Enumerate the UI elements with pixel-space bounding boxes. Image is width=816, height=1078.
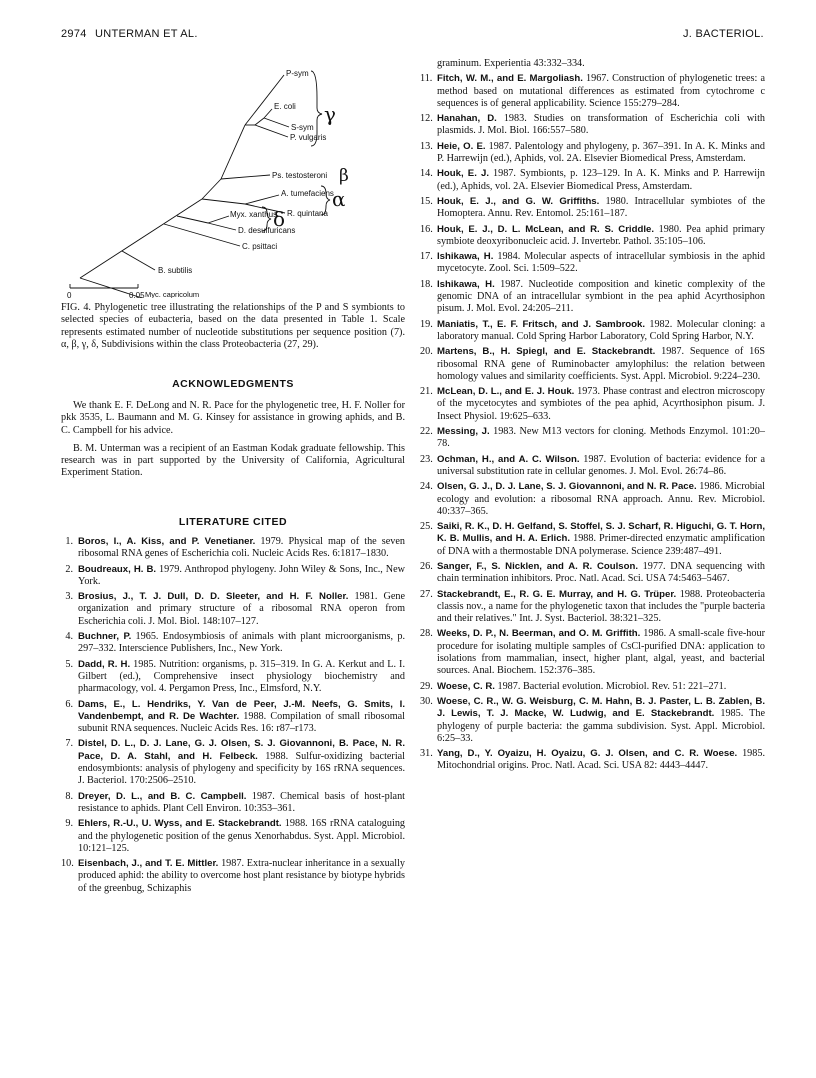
reference-number: 8. [65,790,73,802]
reference-text: 1965. Endosymbiosis of animals with plant microorganisms, p. 297–332. Interscience Publishers, Inc., New York. [78,631,405,655]
branch-d-desulfuricans [208,223,236,230]
reference-entry [420,748,765,773]
reference-authors: Woese, C. R., W. G. Weisburg, C. M. Hahn, B. J. Paster, L. B. Zablen, B. J. Lewis, T. J. Macke, W. Ludwig, and E. Stackebrandt. [437,695,765,720]
reference-authors: Martens, B., H. Spiegl, and E. Stackebrandt. [437,346,656,358]
reference-authors: Weeks, D. P., N. Beerman, and O. M. Griffith. [437,628,641,640]
reference-authors: Boudreaux, H. B. [78,563,157,575]
reference-entry [420,113,765,138]
reference-authors: Brosius, J., T. J. Dull, D. D. Sleeter, and H. F. Noller. [78,591,349,603]
reference-text: 1979. Physical map of the seven ribosomal RNA genes of Escherichia coli. Nucleic Acids Res. 6:1817–1830. [78,536,405,560]
reference-authors: McLean, D. L., and E. J. Houk. [437,386,575,398]
reference-number: 19. [420,318,433,330]
reference-number: 28. [420,628,433,640]
reference-number: 27. [420,588,433,600]
reference-text: 1973. Phase contrast and electron microscopy of the mycetocytes and symbiotes of the pea aphid, Acyrthosiphon pisum. J. Insect Physiol. 19:625–633. [437,386,766,422]
reference-text: 1988. Compilation of small ribosomal subunit RNA sequences. Nucleic Acids Res. 16: r87–r173. [78,710,405,735]
reference-entry [61,536,405,561]
literature-cited-heading: LITERATURE CITED [178,516,288,528]
reference-authors: Dams, E., L. Hendriks, Y. Van de Peer, J.-M. Neefs, G. Smits, I. Vandenbempt, and R. De Wachter. [78,698,405,722]
reference-entry [420,561,765,586]
reference-authors: Heie, O. E. [437,140,486,152]
reference-entry [420,251,765,276]
reference-entry [61,699,405,736]
taxon-label: Myx. xanthus [230,210,278,219]
reference-entry [420,696,765,745]
reference-text: 1985. Mitochondrial origins. Proc. Natl. Acad. Sci. USA 82: 4443–4447. [437,748,765,772]
reference-number: 9. [65,818,73,830]
alpha-label: α [332,187,346,211]
reference-text: 1987. Sequence of 16S ribosomal RNA gene of Ruminobacter amylophilus: the relation between homology values and similarity coefficients. Syst. Appl. Microbiol. 9:224–230. [437,346,765,382]
reference-text: 1977. DNA sequencing with chain termination inhibitors. Proc. Natl. Acad. Sci. USA 74:5463–5467. [437,560,765,585]
reference-text: 1987. Symbionts, p. 123–129. In A. K. Minks and P. Harrewijn (ed.), Aphids, vol. 2A. Elsevier Biomedical Press, Amsterdam. [437,168,766,192]
taxon-label: P-sym [286,69,309,78]
reference-entry [420,681,765,693]
reference-number: 26. [420,560,433,572]
reference-authors: Dadd, R. H. [78,658,131,670]
reference-text: 1986. A small-scale five-hour procedure for isolating multiple samples of CsCl-purified DNA: application to isolations from mammalian, insect, higher plant, algal, yeast, and bacterial sources. Anal. Biochem. 152:376–385. [437,628,765,677]
reference-authors: Yang, D., Y. Oyaizu, H. Oyaizu, G. J. Olsen, and C. R. Woese. [437,748,738,760]
reference-authors: Ehlers, R.-U., U. Wyss, and E. Stackebrandt. [78,818,282,830]
reference-text: 1980. Pea aphid primary symbiote deoxyribonucleic acid. J. Invertebr. Pathol. 35:105–106. [437,223,765,247]
branch-e-coli [264,109,272,118]
branch-a-tumefaciens [245,195,279,204]
reference-entry [61,791,405,816]
branch-delta [177,216,208,223]
reference-entry [61,564,405,589]
reference-number: 4. [65,631,73,643]
reference-text: 1987. Nucleotide composition and kinetic complexity of the genomic DNA of an intracellular symbiont in the pea aphid Acyrthosiphon pisum. J. Mol. Evol. 24:205–211. [437,278,766,315]
taxon-label: S-sym [291,123,314,132]
reference-text: 1981. Gene organization and primary structure of a ribosomal RNA operon from Escherichia coli. J. Mol. Biol. 148:107–127. [78,591,405,627]
reference-entry [420,426,765,451]
reference-entry [420,168,765,193]
reference-text: 1985. Nutrition: organisms, p. 315–319. In G. A. Kerkut and L. I. Gilbert (ed.), Comprehensive insect physiology biochemistry and pharmacology, vol. 4. Pergamon Press, Inc., Elmsford, N.Y. [78,658,405,695]
reference-authors: Woese, C. R. [437,680,495,692]
references-left-column [61,536,405,898]
reference-authors: Olsen, G. J., D. J. Lane, S. J. Giovannoni, and N. R. Pace. [437,481,697,493]
reference-text: 1980. Intracellular symbiotes of the Homoptera. Annu. Rev. Entomol. 25:161–187. [437,195,765,220]
reference-entry [420,481,765,518]
reference-authors: Messing, J. [437,426,490,438]
reference-text: 1987. Evolution of bacteria: evidence for a universal substitution rate in cellular genomes. J. Mol. Evol. 26:74–86. [437,453,765,477]
reference-text: 1986. Microbial ecology and evolution: a ribosomal RNA approach. Annu. Rev. Microbiol. 40:337–365. [437,481,765,517]
branch-b-subtilis [122,251,155,270]
reference-number: 25. [420,521,433,533]
branch-beta [221,175,270,179]
reference-number: 12. [420,113,433,125]
reference-text: 1987. Extra-nuclear inheritance in a sexually produced aphid: the ability to overcome host plant resistance by biotype hybrids of the greenbug, Schizaphis [78,858,405,894]
taxon-label: Ps. testosteroni [272,171,328,180]
reference-number: 13. [420,140,433,152]
reference-number: 14. [420,168,433,180]
reference-number: 11. [420,73,433,85]
reference-entry [61,631,405,656]
reference-authors: Houk, E. J. [437,168,489,180]
reference-authors: Sanger, F., S. Nicklen, and A. R. Coulson. [437,560,638,572]
reference-authors: Saiki, R. K., D. H. Gelfand, S. Stoffel, S. J. Scharf, R. Higuchi, G. T. Horn, K. B. Mullis, and H. A. Erlich. [437,521,765,545]
acknowledgments-paragraph: B. M. Unterman was a recipient of an Eastman Kodak graduate fellowship. This research was in part supported by the University of California, Agricultural Experiment Station. [61,442,405,479]
reference-number: 23. [420,453,433,465]
taxon-label: R. quintana [287,209,328,218]
reference-number: 31. [420,748,433,760]
reference-number: 7. [65,738,73,750]
reference-authors: Ishikawa, H. [437,278,495,290]
running-head-authors: UNTERMAN ET AL. [95,28,198,40]
reference-number: 16. [420,223,433,235]
reference-number: 15. [420,195,433,207]
reference-authors: Dreyer, D. L., and B. C. Campbell. [78,790,247,802]
branch-gamma [221,125,245,179]
reference-authors: Ishikawa, H. [437,251,494,263]
taxon-label: E. coli [274,102,296,111]
taxon-label: D. desulfuricans [238,226,296,235]
branch-alpha [202,199,245,204]
reference-entry [420,224,765,249]
reference-text: 1988. Sulfur-oxidizing bacterial endosymbionts: analysis of phylogeny and specificity by 16S rRNA sequences. J. Bacteriol. 170:2506–2510. [78,750,405,787]
gamma-label: γ [324,102,336,126]
reference-text: 1987. Bacterial evolution. Microbiol. Rev. 51: 221–271. [494,680,727,692]
running-head-journal: J. BACTERIOL. [683,28,764,40]
reference-text: 1983. New M13 vectors for cloning. Methods Enzymol. 101:20–78. [437,426,765,450]
reference-entry [420,279,765,316]
reference-text: 1967. Construction of phylogenetic trees: a method based on mutational differences as estimated from cytochrome c sequences is of general applicability. Science 155:279–284. [437,73,765,109]
reference-text: 1985. The phylogeny of purple bacteria: the gamma subdivision. Syst. Appl. Microbiol. 6:25–33. [437,708,765,744]
reference-entry [61,659,405,696]
reference-entry [420,628,765,677]
reference-entry [420,589,765,626]
taxon-label: Myc. capricolum [145,290,200,298]
reference-authors: Maniatis, T., E. F. Fritsch, and J. Sambrook. [437,318,646,330]
scale-label-zero: 0 [67,291,72,298]
reference-text: 1979. Anthropod phylogeny. John Wiley & Sons, Inc., New York. [78,563,405,587]
reference-entry [420,196,765,221]
branch-s-sym [264,118,289,127]
reference-entry [61,591,405,628]
reference-number: 17. [420,251,433,263]
reference-number: 21. [420,386,433,398]
reference-entry [420,454,765,479]
reference-entry [61,858,405,895]
branch-ecoli-ssym [255,118,264,125]
acknowledgments-paragraph: We thank E. F. DeLong and N. R. Pace for the phylogenetic tree, H. F. Noller for pkk 3535, L. Baumann and M. G. Kinsey for assistance in growing aphids, and B. C. Campbell for his advice. [61,400,405,436]
reference-text: 1983. Studies on transformation of Escherichia coli with plasmids. J. Mol. Biol. 166:557–580. [437,113,765,137]
scale-label-005: 0.05 [129,291,145,298]
taxon-label: C. psittaci [242,242,278,251]
reference-entry [420,521,765,558]
reference-authors: Stackebrandt, E., R. G. E. Murray, and H. G. Trüper. [437,588,677,600]
reference-entry [420,386,765,423]
taxon-label: P. vulgaris [290,133,327,142]
reference-authors: Buchner, P. [78,631,132,643]
figure-caption: FIG. 4. Phylogenetic tree illustrating the relationships of the P and S symbionts to selected species of eubacteria, based on the data presented in Table 1. Scale represents estimated number of nucleotide substitutions per sequence position (7). α, β, γ, δ, Subdivisions within the class Proteobacteria (27, 29). [61,302,405,350]
branch-c-psittaci [164,224,240,246]
branch-proteo-core [202,179,221,199]
references-right-column [420,58,765,776]
reference-authors: Boros, I., A. Kiss, and P. Venetianer. [78,536,256,547]
reference-number: 20. [420,346,433,358]
branch-myx-xanthus [208,216,229,223]
acknowledgments-body [61,400,405,480]
reference-text: 1982. Molecular cloning: a laboratory manual. Cold Spring Harbor Laboratory, Cold Spring Harbor, N.Y. [437,318,765,342]
reference-entry [61,818,405,855]
reference-authors: Ochman, H., and A. C. Wilson. [437,453,580,465]
reference-entry [61,738,405,787]
reference-number: 22. [420,426,433,438]
reference-number: 2. [65,563,73,575]
reference-authors: Distel, D. L., D. J. Lane, G. J. Olsen, S. J. Giovannoni, B. Pace, N. R. Pace, D. A. Stahl, and H. Felbeck. [78,738,405,762]
reference-authors: Houk, E. J., and G. W. Griffiths. [437,195,600,207]
reference-number: 1. [65,536,73,547]
reference-number: 24. [420,481,433,493]
reference-number: 30. [420,695,433,707]
branch-p-vulgaris [255,125,288,137]
page-number: 2974 [61,28,87,40]
reference-continuation: graminum. Experientia 43:332–334. [437,58,585,69]
reference-entry [420,73,765,110]
reference-number: 6. [65,698,73,710]
reference-number: 10. [61,858,74,870]
delta-label: δ [273,207,286,231]
reference-entry [420,346,765,383]
phylogenetic-tree-figure [52,58,402,298]
reference-authors: Fitch, W. M., and E. Margoliash. [437,73,583,85]
reference-number: 18. [420,278,433,290]
reference-entry [420,319,765,344]
reference-number: 5. [65,658,73,670]
acknowledgments-heading: ACKNOWLEDGMENTS [172,378,294,390]
reference-authors: Houk, E. J., D. L. McLean, and R. S. Criddle. [437,223,654,235]
reference-authors: Hanahan, D. [437,113,497,125]
reference-text: 1984. Molecular aspects of intracellular symbiosis in the aphid mycetocyte. Zool. Sci. 1:509–522. [437,251,765,275]
taxon-label: B. subtilis [158,266,193,275]
reference-entry [420,141,765,166]
reference-text: 1987. Palentology and phylogeny, p. 367–391. In A. K. Minks and P. Harrewijn (ed.), Aphids, vol. 2A. Elsevier Biomedical Press, Amsterdam. [437,140,765,165]
reference-text: 1988. Primer-directed enzymatic amplification of DNA with a thermostable DNA polymerase. Science 239:487–491. [437,533,765,557]
reference-text: 1988. 16S rRNA cataloguing and the phylogenetic position of the genus Xenorhabdus. Syst. Appl. Microbiol. 10:121–125. [78,818,406,854]
reference-text: 1987. Chemical basis of host-plant resistance to aphids. Plant Cell Environ. 10:353–361. [78,790,405,814]
beta-label: β [339,166,349,186]
reference-text: 1988. Proteobacteria classis nov., a name for the phylogenetic taxon that includes the "purple bacteria and their relatives." Int. J. Syst. Bacteriol. 38:321–325. [437,588,765,625]
taxon-label: A. tumefaciens [281,189,334,198]
reference-authors: Eisenbach, J., and T. E. Mittler. [78,858,219,870]
reference-number: 29. [420,680,433,692]
reference-number: 3. [65,591,73,603]
